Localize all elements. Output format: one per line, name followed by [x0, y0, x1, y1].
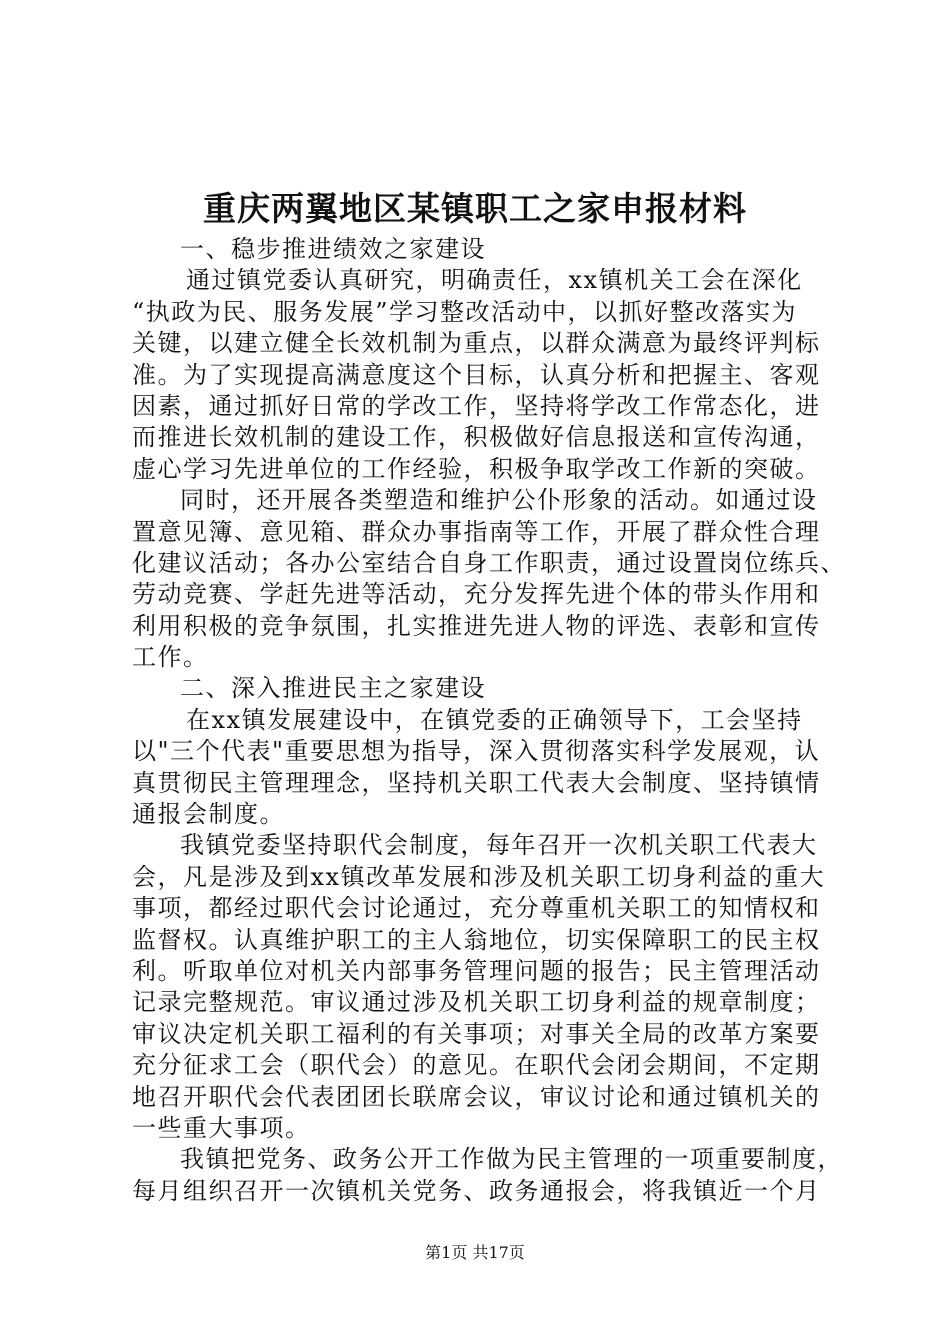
- paragraph-line: 在xx镇发展建设中，在镇党委的正确领导下，工会坚持: [186, 705, 803, 734]
- paragraph-line: 地召开职代会代表团团长联席会议，审议讨论和通过镇机关的: [132, 1082, 821, 1111]
- paragraph-line: 每月组织召开一次镇机关党务、政务通报会，将我镇近一个月: [132, 1176, 821, 1205]
- section-heading-1: 一、稳步推进绩效之家建设: [180, 235, 486, 263]
- page-number-footer: 第1页 共17页: [425, 1243, 525, 1262]
- paragraph-line: 充分征求工会（职代会）的意见。在职代会闭会期间，不定期: [132, 1051, 821, 1080]
- paragraph-line: 我镇党委坚持职代会制度，每年召开一次机关职工代表大: [180, 831, 818, 860]
- paragraph-line: 一些重大事项。: [132, 1113, 311, 1142]
- paragraph-line: 记录完整规范。审议通过涉及机关职工切身利益的规章制度；: [132, 988, 821, 1017]
- paragraph-line: 因素，通过抓好日常的学改工作，坚持将学改工作常态化，进: [132, 391, 821, 420]
- paragraph-line: 劳动竞赛、学赶先进等活动，充分发挥先进个体的带头作用和: [132, 580, 821, 609]
- paragraph-line: 会，凡是涉及到xx镇改革发展和涉及机关职工切身利益的重大: [132, 862, 826, 891]
- paragraph-line: 以"三个代表"重要思想为指导，深入贯彻落实科学发展观，认: [132, 737, 821, 766]
- paragraph-line: 工作。: [132, 643, 209, 672]
- paragraph-line: 利用积极的竞争氛围，扎实推进先进人物的评选、表彰和宣传: [132, 611, 821, 640]
- document-body: [132, 234, 846, 1207]
- paragraph-line: 我镇把党务、政务公开工作做为民主管理的一项重要制度，: [180, 1145, 843, 1174]
- paragraph-line: 关键，以建立健全长效机制为重点，以群众满意为最终评判标: [132, 329, 821, 358]
- paragraph-line: 利。听取单位对机关内部事务管理问题的报告；民主管理活动: [132, 956, 821, 985]
- paragraph-line: 通过镇党委认真研究，明确责任，xx镇机关工会在深化: [186, 266, 803, 295]
- paragraph-line: “执政为民、服务发展”学习整改活动中，以抓好整改落实为: [132, 297, 798, 326]
- paragraph-line: 同时，还开展各类塑造和维护公仆形象的活动。如通过设: [180, 486, 818, 515]
- paragraph-line: 化建议活动；各办公室结合自身工作职责，通过设置岗位练兵、: [132, 548, 846, 577]
- paragraph-line: 审议决定机关职工福利的有关事项；对事关全局的改革方案要: [132, 1019, 821, 1048]
- paragraph-line: 事项，都经过职代会讨论通过，充分尊重机关职工的知情权和: [132, 894, 821, 923]
- paragraph-line: 监督权。认真维护职工的主人翁地位，切实保障职工的民主权: [132, 925, 821, 954]
- paragraph-line: 通报会制度。: [132, 800, 285, 829]
- paragraph-line: 虚心学习先进单位的工作经验，积极争取学改工作新的突破。: [132, 454, 821, 483]
- paragraph-line: 准。为了实现提高满意度这个目标，认真分析和把握主、客观: [132, 360, 821, 389]
- paragraph-line: 真贯彻民主管理理念，坚持机关职工代表大会制度、坚持镇情: [132, 768, 821, 797]
- section-heading-2: 二、深入推进民主之家建设: [180, 674, 486, 703]
- paragraph-line: 而推进长效机制的建设工作，积极做好信息报送和宣传沟通，: [132, 423, 821, 452]
- paragraph-line: 置意见簿、意见箱、群众办事指南等工作，开展了群众性合理: [132, 517, 821, 546]
- document-title: 重庆两翼地区某镇职工之家申报材料: [203, 189, 747, 228]
